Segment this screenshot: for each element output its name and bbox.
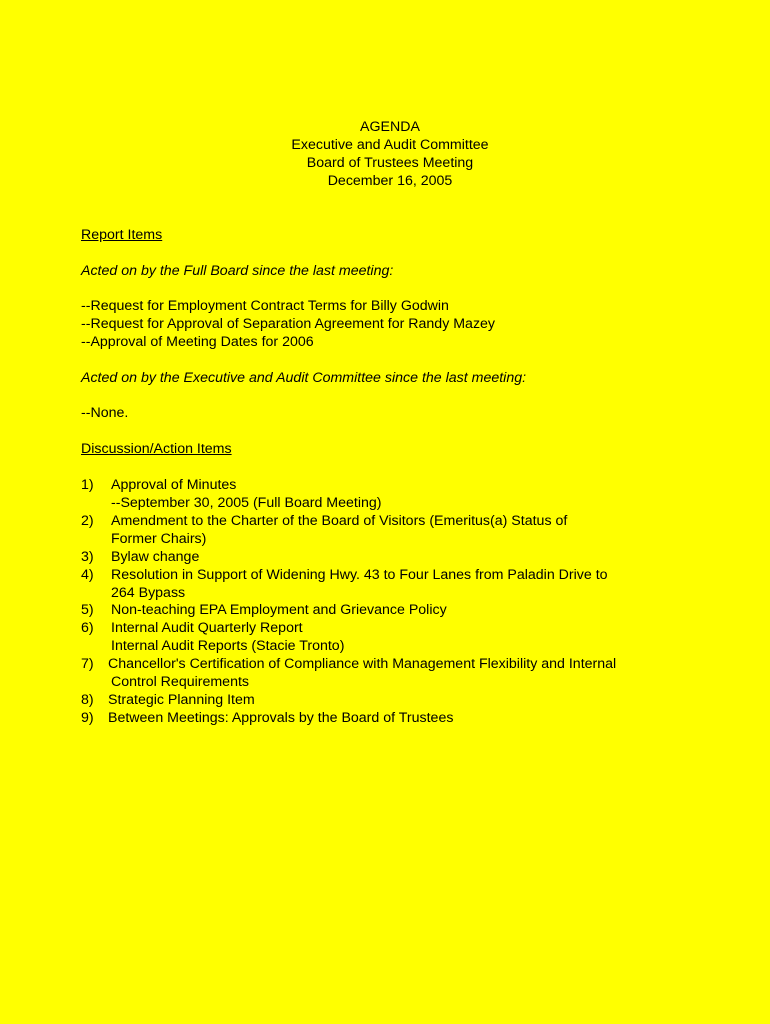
full-board-heading: Acted on by the Full Board since the last meeting: xyxy=(81,263,394,279)
agenda-item-text: Amendment to the Charter of the Board of Visitors (Emeritus(a) Status of xyxy=(111,513,568,529)
agenda-item-text: Control Requirements xyxy=(111,674,249,690)
agenda-item-text: Internal Audit Reports (Stacie Tronto) xyxy=(111,638,345,654)
discussion-heading: Discussion/Action Items xyxy=(81,441,232,457)
agenda-item-text: Approval of Minutes xyxy=(111,477,237,493)
agenda-item-text: Internal Audit Quarterly Report xyxy=(111,620,303,636)
agenda-item-text: 264 Bypass xyxy=(111,585,186,601)
agenda-item-text: Resolution in Support of Widening Hwy. 43 to Four Lanes from Paladin Drive to xyxy=(111,567,608,583)
agenda-item-text: Non-teaching EPA Employment and Grievance Policy xyxy=(111,602,447,618)
agenda-item-text: Between Meetings: Approvals by the Board of Trustees xyxy=(108,710,454,726)
agenda-item-text: Former Chairs) xyxy=(111,531,207,547)
agenda-item-text: --September 30, 2005 (Full Board Meeting) xyxy=(111,495,382,511)
full-board-item: --Request for Approval of Separation Agreement for Randy Mazey xyxy=(81,316,496,332)
committee-name: Executive and Audit Committee xyxy=(291,137,489,153)
item-number: 9) xyxy=(81,710,94,726)
meeting-date: December 16, 2005 xyxy=(327,173,453,189)
agenda-item-text: Bylaw change xyxy=(111,549,200,565)
report-items-heading: Report Items xyxy=(81,227,163,243)
full-board-item: --Request for Employment Contract Terms for Billy Godwin xyxy=(81,298,449,314)
item-number: 7) xyxy=(81,656,94,672)
committee-item: --None. xyxy=(81,405,129,421)
item-number: 2) xyxy=(81,513,94,529)
item-number: 1) xyxy=(81,477,94,493)
agenda-title: AGENDA xyxy=(360,119,420,135)
item-number: 6) xyxy=(81,620,94,636)
committee-heading: Acted on by the Executive and Audit Committee since the last meeting: xyxy=(81,370,527,386)
agenda-item-text: Chancellor's Certification of Compliance with Management Flexibility and Internal xyxy=(108,656,617,672)
item-number: 5) xyxy=(81,602,94,618)
agenda-item-text: Strategic Planning Item xyxy=(108,692,255,708)
meeting-name: Board of Trustees Meeting xyxy=(306,155,474,171)
full-board-item: --Approval of Meeting Dates for 2006 xyxy=(81,334,314,350)
item-number: 3) xyxy=(81,549,94,565)
item-number: 4) xyxy=(81,567,94,583)
item-number: 8) xyxy=(81,692,94,708)
